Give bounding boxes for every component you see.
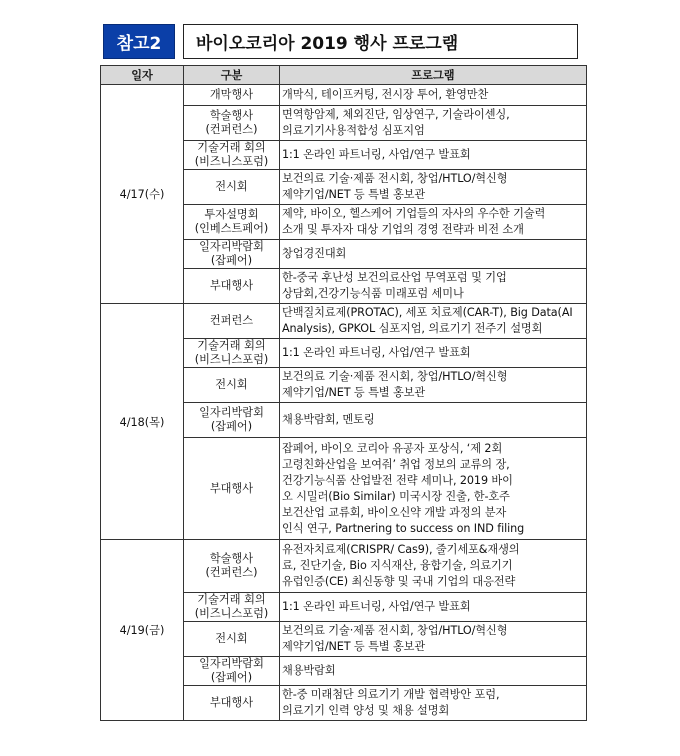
program-cell: 창업경진대회 [280,240,587,269]
program-cell: 1:1 온라인 파트너링, 사업/연구 발표회 [280,339,587,368]
column-header-category: 구분 [184,66,280,85]
category-cell: 기술거래 회의 (비즈니스포럼) [184,141,280,170]
column-header-program: 프로그램 [280,66,587,85]
table-row [101,540,587,593]
page-header [103,24,578,59]
table-header-row [101,66,587,85]
category-cell: 개막행사 [184,85,280,106]
program-cell: 한-중 미래첨단 의료기기 개발 협력방안 포럼, 의료기기 인력 양성 및 채용 설명회 [280,686,587,721]
table-row [101,304,587,339]
date-cell: 4/17(수) [101,85,184,304]
reference-tag: 참고2 [103,24,175,59]
program-cell: 채용박람회 [280,657,587,686]
program-cell: 1:1 온라인 파트너링, 사업/연구 발표회 [280,141,587,170]
program-cell: 제약, 바이오, 헬스케어 기업들의 자사의 우수한 기술력 소개 및 투자자 대상 기업의 경영 전략과 비전 소개 [280,205,587,240]
date-cell: 4/19(금) [101,540,184,721]
program-cell: 면역항암제, 체외진단, 임상연구, 기술라이센싱, 의료기기사용적합성 심포지엄 [280,106,587,141]
category-cell: 기술거래 회의 (비즈니스포럼) [184,339,280,368]
category-cell: 전시회 [184,622,280,657]
column-header-date: 일자 [101,66,184,85]
program-cell: 개막식, 테이프커팅, 전시장 투어, 환영만찬 [280,85,587,106]
program-cell: 1:1 온라인 파트너링, 사업/연구 발표회 [280,593,587,622]
table-body [101,85,587,721]
program-cell: 유전자치료제(CRISPR/ Cas9), 줄기세포&재생의 료, 진단기술, Bio 지식재산, 융합기술, 의료기기 유럽인증(CE) 최신동향 및 국내 기업의 대응전략 [280,540,587,593]
program-cell: 단백질치료제(PROTAC), 세포 치료제(CAR-T), Big Data(AI Analysis), GPKOL 심포지엄, 의료기기 전주기 설명회 [280,304,587,339]
category-cell: 일자리박람회 (잡페어) [184,403,280,438]
program-cell: 보건의료 기술·제품 전시회, 창업/HTLO/혁신형 제약기업/NET 등 특별 홍보관 [280,368,587,403]
date-cell: 4/18(목) [101,304,184,540]
category-cell: 기술거래 회의 (비즈니스포럼) [184,593,280,622]
category-cell: 학술행사 (컨퍼런스) [184,106,280,141]
program-table [100,65,587,721]
category-cell: 부대행사 [184,686,280,721]
program-cell: 보건의료 기술·제품 전시회, 창업/HTLO/혁신형 제약기업/NET 등 특별 홍보관 [280,170,587,205]
table-row [101,85,587,106]
page-title: 바이오코리아 2019 행사 프로그램 [183,24,578,59]
category-cell: 투자설명회 (인베스트페어) [184,205,280,240]
category-cell: 컨퍼런스 [184,304,280,339]
category-cell: 학술행사 (컨퍼런스) [184,540,280,593]
program-cell: 한-중국 후난성 보건의료산업 무역포럼 및 기업 상담회,건강기능식품 미래포럼 세미나 [280,269,587,304]
category-cell: 부대행사 [184,438,280,540]
category-cell: 일자리박람회 (잡페어) [184,240,280,269]
program-cell: 채용박람회, 멘토링 [280,403,587,438]
category-cell: 전시회 [184,368,280,403]
program-cell: 보건의료 기술·제품 전시회, 창업/HTLO/혁신형 제약기업/NET 등 특별 홍보관 [280,622,587,657]
category-cell: 전시회 [184,170,280,205]
category-cell: 부대행사 [184,269,280,304]
category-cell: 일자리박람회 (잡페어) [184,657,280,686]
program-cell: 잡페어, 바이오 코리아 유공자 포상식, ‘제 2회 고령친화산업을 보여줘’ 취업 정보의 교류의 장, 건강기능식품 산업발전 전략 세미나, 2019 바이 오 시밀러(Bio Similar) 미국시장 진출, 한-호주 보건산업 교류회, 바이오신약 개발 과정의 분자 인식 연구, Partnering to success on IND filing [280,438,587,540]
